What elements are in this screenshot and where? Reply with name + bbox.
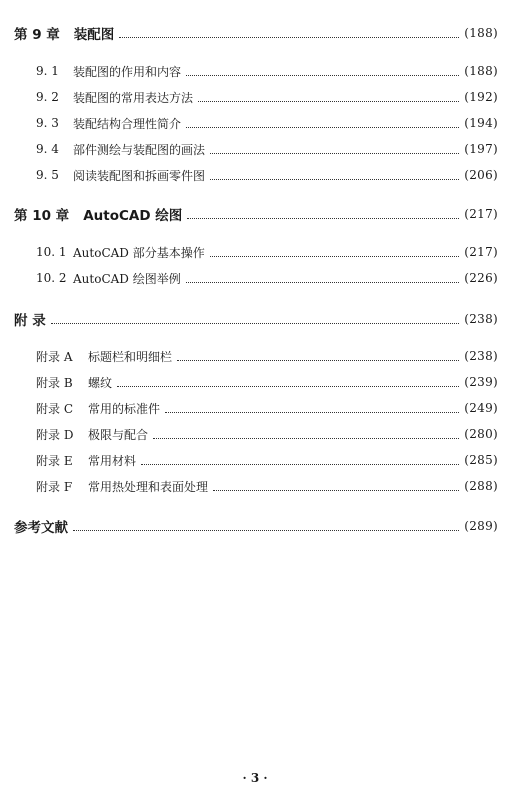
dot-leader <box>186 127 459 128</box>
page-ref: (288) <box>464 479 498 493</box>
dot-leader <box>165 412 459 413</box>
appendix-number: 附录 E <box>36 453 73 468</box>
toc-section-9-3[interactable] <box>36 113 498 133</box>
chapter-title: 装配图 <box>73 27 115 43</box>
dot-leader <box>73 530 459 531</box>
dot-leader <box>186 282 459 283</box>
references-title: 参考文献 <box>14 520 68 536</box>
toc-appendix-f[interactable] <box>36 476 498 496</box>
chapter-number: 第 9 章 <box>14 27 60 43</box>
page-ref: (239) <box>464 375 498 389</box>
section-number: 9. 4 <box>36 142 59 156</box>
appendix-item-title: 极限与配合 <box>88 427 149 442</box>
page-ref: (280) <box>464 427 498 441</box>
toc-chapter-9[interactable] <box>14 23 498 43</box>
page-ref: (192) <box>464 90 498 104</box>
dot-leader <box>187 218 459 219</box>
page-ref: (285) <box>464 453 498 467</box>
toc-appendix-b[interactable] <box>36 372 498 392</box>
page-ref: (238) <box>464 312 498 326</box>
page-ref: (194) <box>464 116 498 130</box>
section-title: 装配图的常用表达方法 <box>73 90 194 105</box>
section-number: 9. 1 <box>36 64 59 78</box>
section-number: 9. 3 <box>36 116 59 130</box>
toc-section-9-4[interactable] <box>36 139 498 159</box>
page-number: · 3 · <box>242 771 268 785</box>
dot-leader <box>213 490 459 491</box>
page-ref: (197) <box>464 142 498 156</box>
appendix-number: 附录 D <box>36 427 74 442</box>
appendix-item-title: 常用热处理和表面处理 <box>88 479 209 494</box>
dot-leader <box>153 438 459 439</box>
section-number: 10. 2 <box>36 271 67 285</box>
section-title: 阅读装配图和拆画零件图 <box>73 168 206 183</box>
toc-chapter-10[interactable] <box>14 204 498 224</box>
appendix-item-title: 常用材料 <box>88 453 137 468</box>
section-title: 部件测绘与装配图的画法 <box>73 142 206 157</box>
toc-appendix-a[interactable] <box>36 346 498 366</box>
toc-section-9-5[interactable] <box>36 165 498 185</box>
dot-leader <box>177 360 459 361</box>
appendix-number: 附录 A <box>36 349 73 364</box>
toc-section-9-2[interactable] <box>36 87 498 107</box>
page-ref: (238) <box>464 349 498 363</box>
section-title: 装配图的作用和内容 <box>73 64 182 79</box>
toc-appendix[interactable] <box>14 309 498 329</box>
page-ref: (289) <box>464 519 498 533</box>
appendix-number: 附录 F <box>36 479 73 494</box>
page-ref: (217) <box>464 207 498 221</box>
toc-appendix-d[interactable] <box>36 424 498 444</box>
dot-leader <box>117 386 459 387</box>
dot-leader <box>210 179 459 180</box>
appendix-title: 附 录 <box>14 313 46 329</box>
chapter-title: AutoCAD 绘图 <box>83 208 183 224</box>
toc-appendix-e[interactable] <box>36 450 498 470</box>
toc-appendix-c[interactable] <box>36 398 498 418</box>
section-number: 10. 1 <box>36 245 67 259</box>
page-ref: (188) <box>464 64 498 78</box>
section-title: AutoCAD 绘图举例 <box>73 271 181 286</box>
appendix-item-title: 常用的标准件 <box>88 401 161 416</box>
section-title: AutoCAD 部分基本操作 <box>73 245 205 260</box>
page-ref: (226) <box>464 271 498 285</box>
section-title: 装配结构合理性简介 <box>73 116 182 131</box>
section-number: 9. 5 <box>36 168 59 182</box>
section-number: 9. 2 <box>36 90 59 104</box>
toc-references[interactable] <box>14 516 498 536</box>
appendix-item-title: 标题栏和明细栏 <box>88 349 173 364</box>
page-ref: (217) <box>464 245 498 259</box>
appendix-number: 附录 B <box>36 375 73 390</box>
page-ref: (206) <box>464 168 498 182</box>
toc-section-10-1[interactable] <box>36 242 498 262</box>
dot-leader <box>210 153 459 154</box>
toc-section-9-1[interactable] <box>36 61 498 81</box>
dot-leader <box>141 464 459 465</box>
dot-leader <box>198 101 459 102</box>
page-ref: (188) <box>464 26 498 40</box>
dot-leader <box>119 37 459 38</box>
dot-leader <box>186 75 459 76</box>
page-ref: (249) <box>464 401 498 415</box>
appendix-number: 附录 C <box>36 401 73 416</box>
chapter-number: 第 10 章 <box>14 208 70 224</box>
dot-leader <box>210 256 459 257</box>
appendix-item-title: 螺纹 <box>88 375 113 390</box>
toc-section-10-2[interactable] <box>36 268 498 288</box>
dot-leader <box>51 323 460 324</box>
